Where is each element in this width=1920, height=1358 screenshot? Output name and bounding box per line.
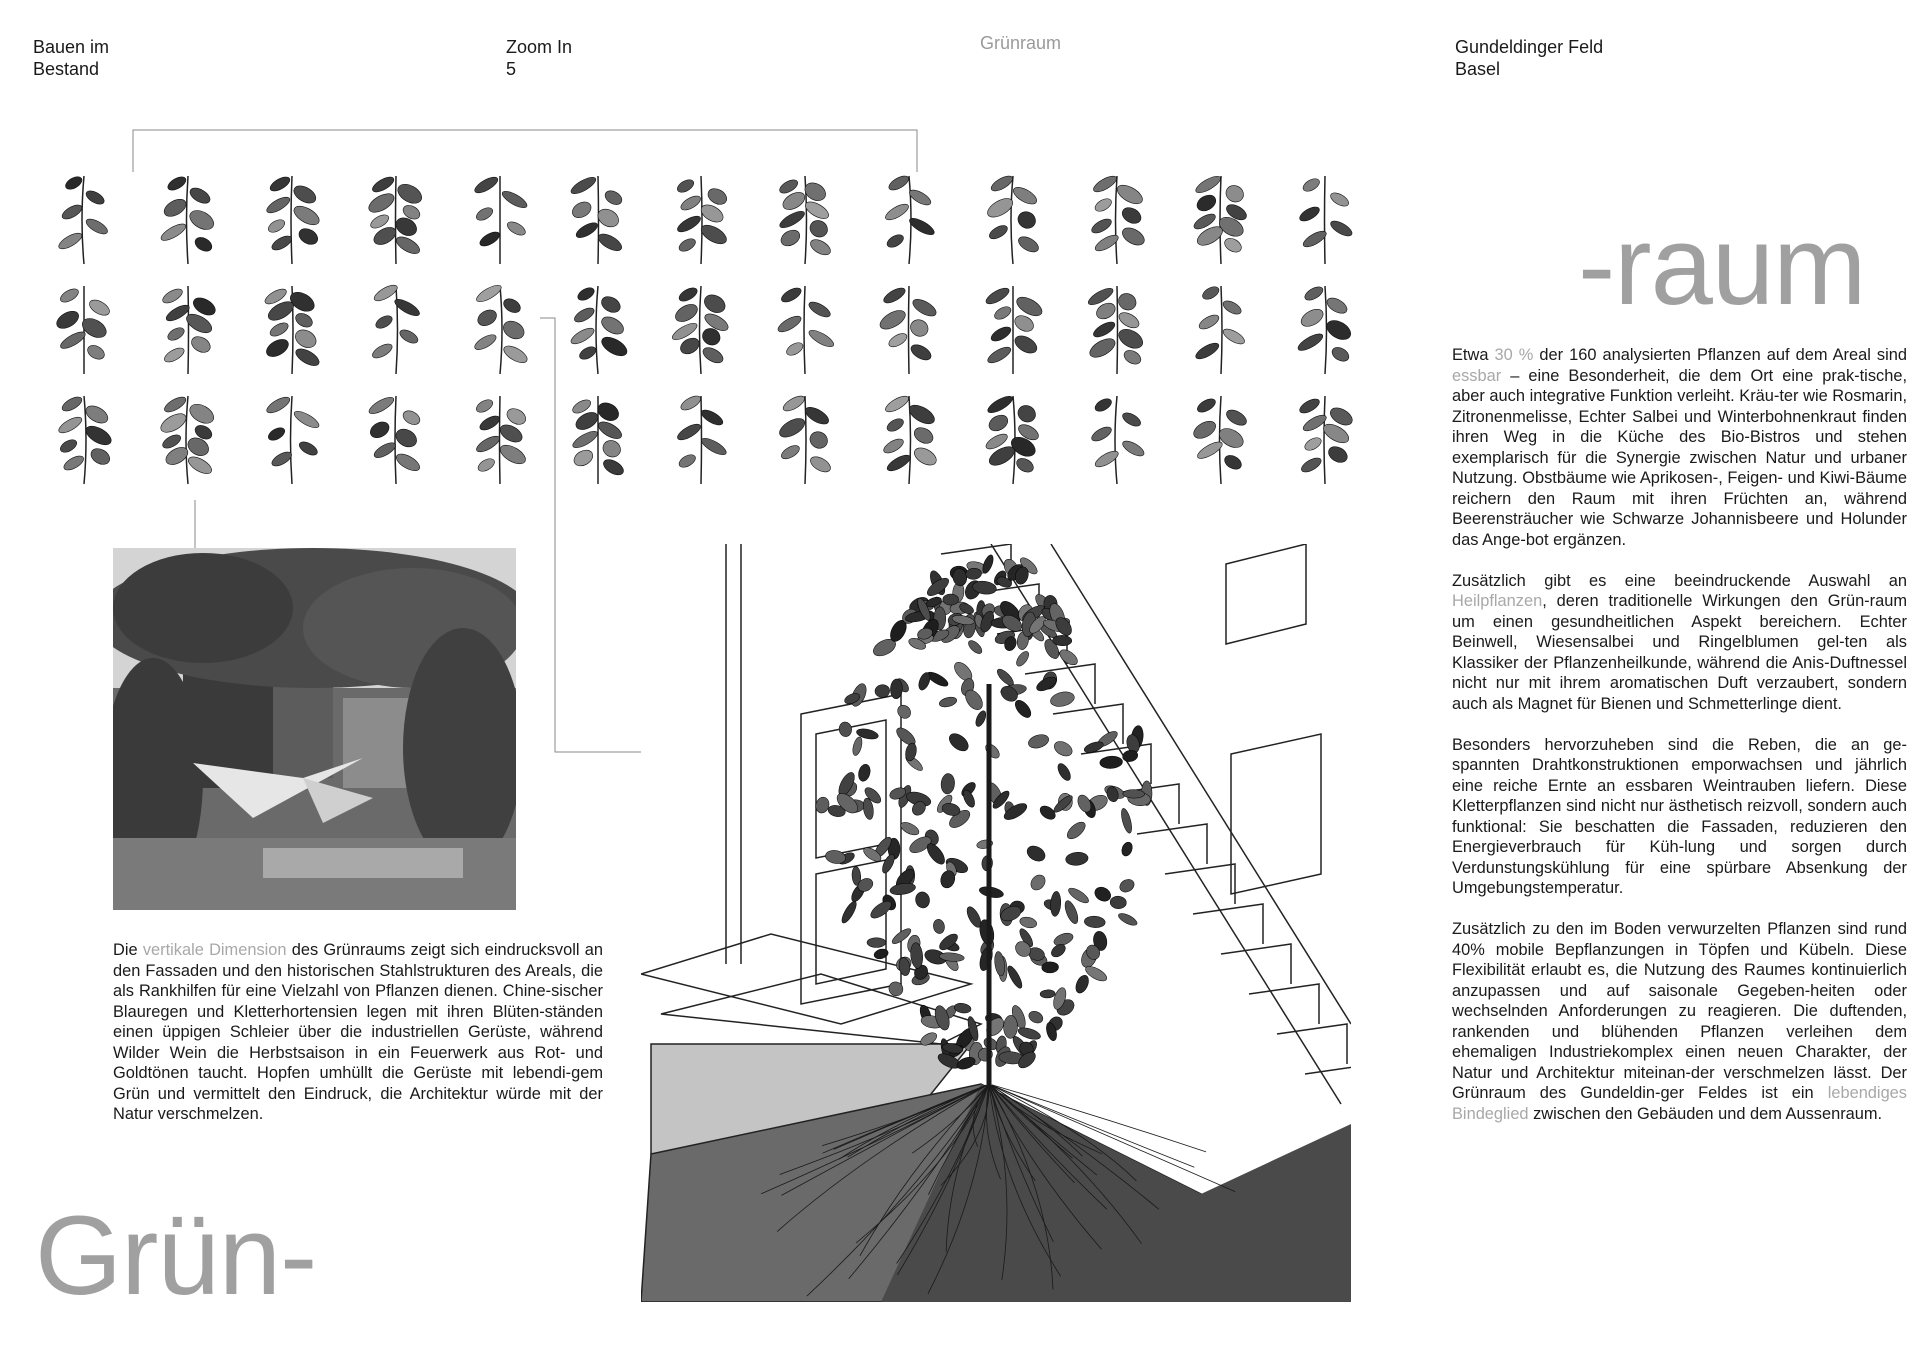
plant-illustration <box>1078 390 1156 486</box>
courtyard-photo <box>113 548 516 910</box>
r-p1-b: der 160 analysierten Pflanzen auf dem Areal sind <box>1533 346 1907 364</box>
plant-illustration <box>766 170 844 266</box>
plant-illustration <box>253 280 331 376</box>
plant-illustration <box>662 390 740 486</box>
plant-illustration <box>1078 280 1156 376</box>
r-p4-a: Zusätzlich zu den im Boden verwurzelten Pflanzen sind rund 40% mobile Bepflanzungen in Töpfen und Kübeln. Diese Flexibilität erlaubt es, die Nutzung des Raumes kontinuierlich anzupassen und auf saisonale Gegeben-heiten oder wechselnden Anforderungen zu reagieren. Die duftenden, rankenden und blühenden Pflanzen verleihen dem ehemaligen Industriekomplex einen neuen Charakter, der Natur und Architektur miteinan-der verschmelzen lässt. Der Grünraum des Gundeldin-ger Feldes ist ein <box>1452 920 1907 1102</box>
title-raum: -raum <box>1578 203 1866 328</box>
header-location-line1: Gundeldinger Feld <box>1455 37 1604 57</box>
plant-illustration <box>357 390 435 486</box>
r-p4-b: zwischen den Gebäuden und dem Aussenraum. <box>1528 1104 1883 1123</box>
header-section <box>506 36 572 80</box>
plant-illustration <box>1078 170 1156 266</box>
r-p2-a: Zusätzlich gibt es eine beeindruckende Auswahl an <box>1452 571 1907 590</box>
header-project-line2: Bestand <box>33 59 100 79</box>
plant-illustration <box>974 170 1052 266</box>
plant-illustration <box>253 170 331 266</box>
header-location <box>1455 36 1603 80</box>
plant-illustration <box>766 390 844 486</box>
paragraph-vertical-dimension <box>113 940 603 1145</box>
header-location-line2: Basel <box>1455 59 1501 79</box>
plant-illustration <box>149 280 227 376</box>
plant-illustration <box>870 280 948 376</box>
plant-illustration <box>357 280 435 376</box>
highlight-heilpflanzen: Heilpflanzen <box>1452 592 1543 610</box>
highlight-lebendiges-bindeglied: lebendiges Bindeglied <box>1452 1084 1907 1123</box>
right-text-column <box>1452 345 1907 1145</box>
header-section-number: 5 <box>506 59 517 79</box>
plant-illustration <box>253 390 331 486</box>
plant-illustration <box>45 280 123 376</box>
plant-illustration <box>1286 280 1364 376</box>
highlight-vertikale-dimension: vertikale Dimension <box>142 941 287 959</box>
r-p1-a: Etwa <box>1452 346 1495 364</box>
plant-illustration <box>45 170 123 266</box>
plant-illustration <box>1286 390 1364 486</box>
plant-illustration <box>974 280 1052 376</box>
r-p2-b: , deren traditionelle Wirkungen den Grün-raum um einen gesundheitlichen Aspekt bereichern. Echter Beinwell, Wiesensalbei und Ringelblumen gel-ten als Klassiker der Pflanzenheilkunde, während die Anis-Duftnessel nicht nur mit ihrem aromatischen Duft verzaubert, sondern auch als Magnet für Bienen und Schmetterlinge dient. <box>1452 592 1907 713</box>
paragraph-heilpflanzen <box>1452 571 1907 715</box>
header-project-line1: Bauen im <box>33 37 110 57</box>
title-gruen: Grün- <box>35 1193 317 1318</box>
plant-illustration <box>461 390 539 486</box>
header-project <box>33 36 109 80</box>
plant-illustration <box>559 170 637 266</box>
plant-illustration <box>1182 170 1260 266</box>
paragraph-reben: Besonders hervorzuheben sind die Reben, die an ge-spannten Drahtkonstruktionen emporwachsen und jährlich eine reiche Ernte an essbaren Weintrauben liefern. Diese Kletterpflanzen sind nicht nur ästhetisch reizvoll, sondern auch funktional: Sie beschatten die Fassaden, reduzieren den Energieverbrauch für Küh-lung und sorgen durch Verdunstungskühlung für eine spürbare Absenkung der Umgebungstemperatur. <box>1452 735 1907 897</box>
plant-illustration <box>1182 280 1260 376</box>
p1-text-a: Die <box>113 941 143 959</box>
highlight-30-percent: 30 % <box>1494 346 1534 364</box>
plant-illustration <box>662 280 740 376</box>
plant-illustration <box>1182 390 1260 486</box>
header-section-line1: Zoom In <box>506 37 573 57</box>
plant-illustration <box>149 170 227 266</box>
plant-illustration <box>766 280 844 376</box>
plant-illustration <box>45 390 123 486</box>
paragraph-essbar <box>1452 345 1907 550</box>
plant-illustration <box>559 280 637 376</box>
plant-illustration <box>870 390 948 486</box>
plant-illustration <box>461 170 539 266</box>
plant-illustration <box>662 170 740 266</box>
plant-illustration <box>559 390 637 486</box>
plant-illustration <box>461 280 539 376</box>
highlight-essbar: essbar <box>1452 366 1502 385</box>
header-topic: Grünraum <box>980 33 1062 53</box>
p1-text-b: des Grünraums zeigt sich eindrucksvoll an den Fassaden und den historischen Stahlstrukturen des Areals, die als Rankhilfen für eine Vielzahl von Pflanzen dienen. Chine-sischer Blauregen und Kletterhortensien legen mit ihren Blüten-ständen einen üppigen Schleier über die industriellen Gerüste, während Wilder Wein die Herbstsaison in ein Feuerwerk aus Rot- und Goldtönen taucht. Hopfen umhüllt die Gerüste mit lebendi-gem Grün und vermittelt den Eindruck, die Architektur würde mit der Natur verschmelzen. <box>113 941 603 1123</box>
r-p1-c: – eine Besonderheit, die dem Ort eine prak-tische, aber auch integrative Funktion verleiht. Kräu-ter wie Rosmarin, Zitronenmelisse, Echter Salbei und Winterbohnenkraut finden ihren Weg in die Küche des Bio-Bistros und stehen exemplarisch für die Synergie zwischen Natur und urbaner Nutzung. Obstbäume wie Aprikosen-, Feigen- und Kiwi-Bäume reichern den Raum mit ihren Früchten an, während Beerensträucher wie Schwarze Johannisbeere und Holunder das Ange-bot ergänzen. <box>1452 366 1907 549</box>
plant-illustration <box>149 390 227 486</box>
plant-illustration <box>1286 170 1364 266</box>
botanical-illustrations-grid <box>45 170 1390 500</box>
plant-illustration <box>870 170 948 266</box>
plant-illustration <box>974 390 1052 486</box>
isometric-stair-drawing <box>641 544 1351 1302</box>
paragraph-mobile-bepflanzung <box>1452 919 1907 1124</box>
plant-illustration <box>357 170 435 266</box>
